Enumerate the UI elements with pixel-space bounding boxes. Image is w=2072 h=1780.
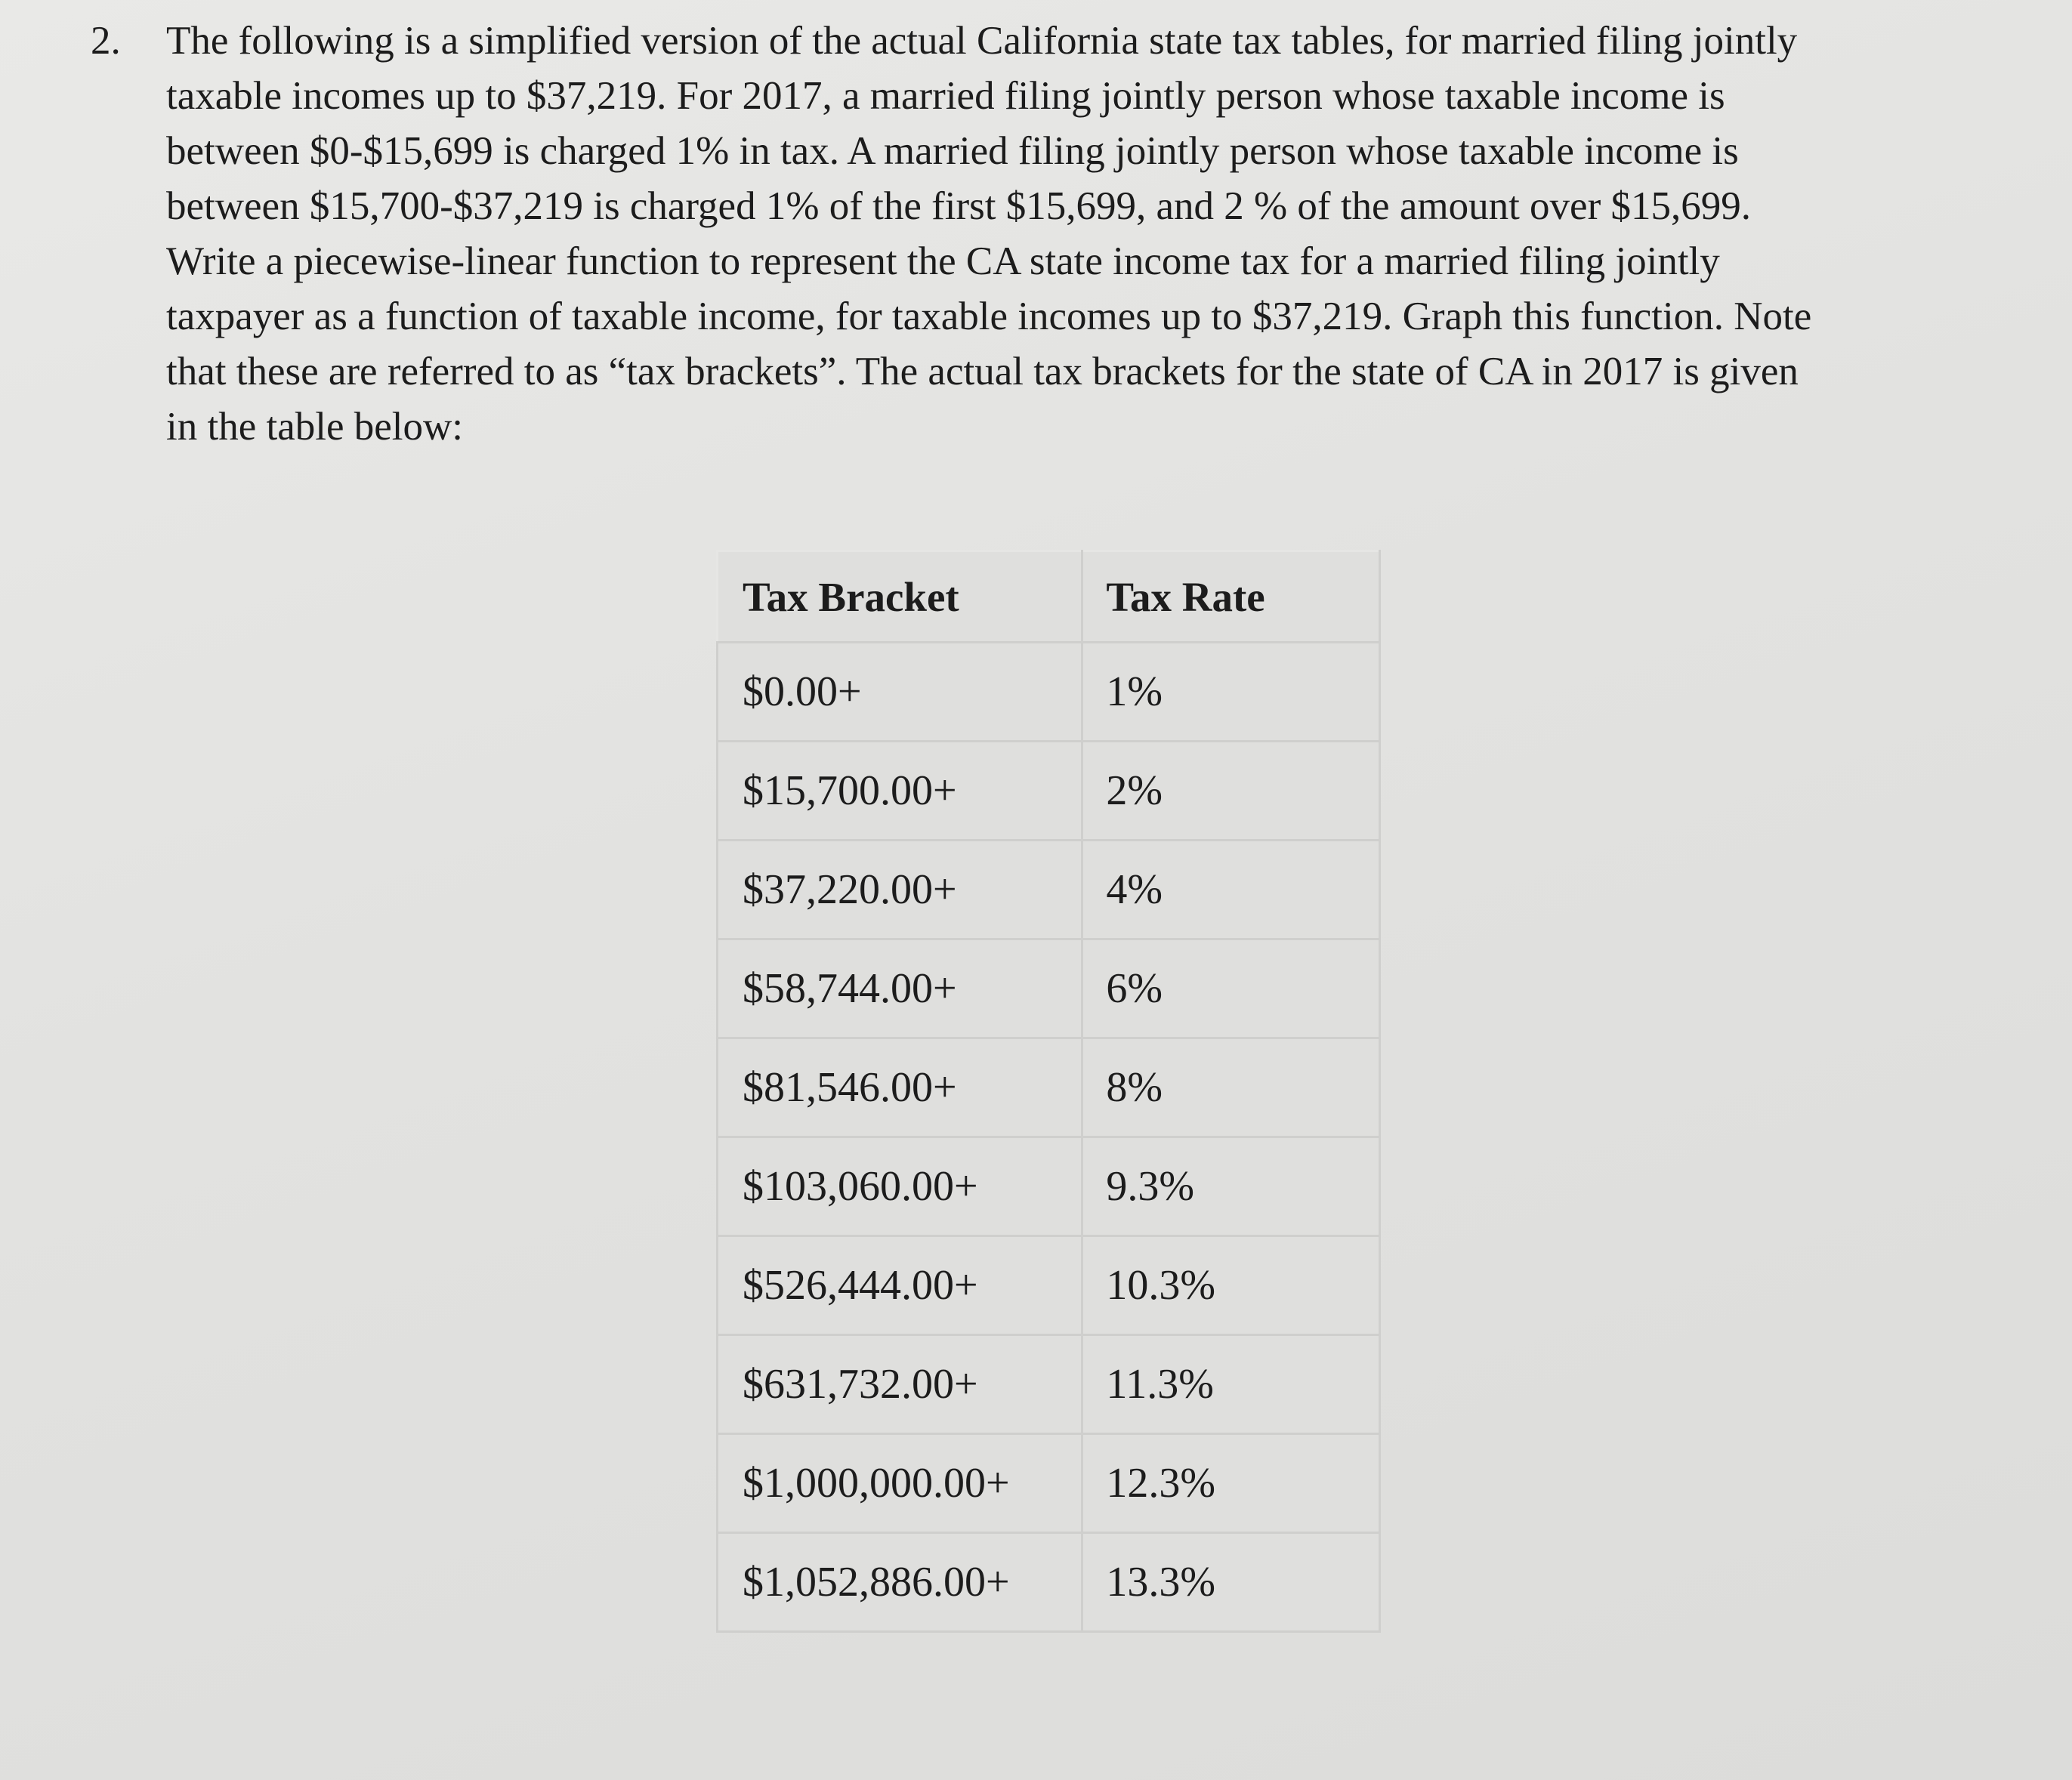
rate-cell: 12.3% (1082, 1434, 1380, 1533)
table-row (718, 841, 1380, 939)
header-tax-bracket: Tax Bracket (718, 551, 1082, 643)
table-row (718, 1038, 1380, 1137)
rate-cell: 13.3% (1082, 1533, 1380, 1632)
table-row (718, 1533, 1380, 1632)
bracket-cell: $15,700.00+ (718, 742, 1082, 841)
rate-cell: 1% (1082, 643, 1380, 742)
bracket-cell: $37,220.00+ (718, 841, 1082, 939)
rate-cell: 10.3% (1082, 1236, 1380, 1335)
bracket-cell: $1,000,000.00+ (718, 1434, 1082, 1533)
table-row (718, 939, 1380, 1038)
problem-line: The following is a simplified version of the actual California state tax tables, for married filing jointly (166, 19, 1798, 63)
table-row (718, 1137, 1380, 1236)
table-row (718, 1335, 1380, 1434)
bracket-cell: $526,444.00+ (718, 1236, 1082, 1335)
bracket-cell: $631,732.00+ (718, 1335, 1082, 1434)
rate-cell: 8% (1082, 1038, 1380, 1137)
problem-line: between $0-$15,699 is charged 1% in tax. A married filing jointly person whose taxable income is (166, 129, 1739, 173)
problem-line: taxable incomes up to $37,219. For 2017, a married filing jointly person whose taxable income is (166, 74, 1725, 118)
table-row (718, 1434, 1380, 1533)
problem-line: taxpayer as a function of taxable income, for taxable incomes up to $37,219. Graph this function. Note (166, 295, 1812, 338)
problem-line: Write a piecewise-linear function to represent the CA state income tax for a married filing jointly (166, 239, 1720, 283)
problem-number: 2. (91, 19, 121, 63)
table-row (718, 742, 1380, 841)
bracket-cell: $0.00+ (718, 643, 1082, 742)
rate-cell: 4% (1082, 841, 1380, 939)
problem-line: in the table below: (166, 405, 463, 449)
problem-line: between $15,700-$37,219 is charged 1% of the first $15,699, and 2 % of the amount over $15,699. (166, 184, 1751, 228)
bracket-cell: $58,744.00+ (718, 939, 1082, 1038)
problem-text (166, 14, 2055, 455)
bracket-cell: $81,546.00+ (718, 1038, 1082, 1137)
table-row (718, 1236, 1380, 1335)
header-tax-rate: Tax Rate (1082, 551, 1380, 643)
rate-cell: 2% (1082, 742, 1380, 841)
table-header-row (718, 551, 1380, 643)
problem-statement (91, 14, 1994, 455)
tax-bracket-table (716, 550, 1381, 1633)
bracket-cell: $103,060.00+ (718, 1137, 1082, 1236)
table-row (718, 643, 1380, 742)
rate-cell: 6% (1082, 939, 1380, 1038)
rate-cell: 9.3% (1082, 1137, 1380, 1236)
problem-line: that these are referred to as “tax brackets”. The actual tax brackets for the state of CA in 2017 is given (166, 350, 1799, 393)
rate-cell: 11.3% (1082, 1335, 1380, 1434)
bracket-cell: $1,052,886.00+ (718, 1533, 1082, 1632)
